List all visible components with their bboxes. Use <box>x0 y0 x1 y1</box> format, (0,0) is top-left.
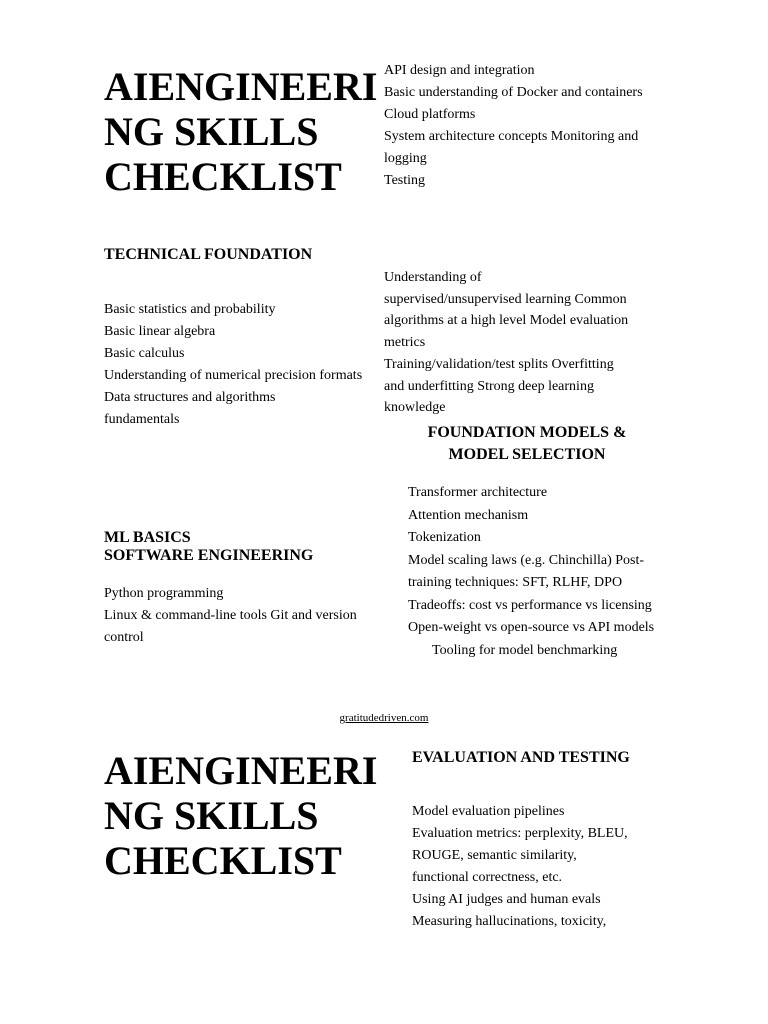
ml-understanding-list <box>384 267 654 419</box>
list-item: control <box>104 630 144 645</box>
list-item: knowledge <box>384 400 446 416</box>
list-item: Transformer architecture <box>408 485 548 500</box>
list-item: logging <box>384 151 427 166</box>
list-item: Understanding of numerical precision formats <box>104 368 363 383</box>
evaluation-heading: EVALUATION AND TESTING <box>412 749 630 766</box>
page2-title-text: AIENGINEERI NG SKILLS CHECKLIST <box>104 748 378 883</box>
page1-title-text: AIENGINEERI NG SKILLS CHECKLIST <box>104 64 378 199</box>
list-item: Attention mechanism <box>408 507 529 523</box>
list-item: Understanding of <box>384 270 482 285</box>
list-item: fundamentals <box>104 412 180 427</box>
list-item: Basic understanding of Docker and containers <box>384 85 643 100</box>
list-item: Basic statistics and probability <box>104 302 276 317</box>
list-item: Measuring hallucinations, toxicity, <box>412 914 607 929</box>
list-item: System architecture concepts Monitoring and <box>384 129 639 144</box>
evaluation-list <box>412 801 672 933</box>
list-item: Using AI judges and human evals <box>412 892 601 907</box>
list-item: Basic linear algebra <box>104 324 216 339</box>
list-item: algorithms at a high level Model evaluation <box>384 313 629 329</box>
right-top-list <box>384 60 664 192</box>
list-item: Cloud platforms <box>384 107 476 122</box>
list-item: Model scaling laws (e.g. Chinchilla) Post- <box>408 552 645 568</box>
list-item: Tooling for model benchmarking <box>432 642 618 658</box>
foundation-models-heading: FOUNDATION MODELS & MODEL SELECTION <box>427 424 627 463</box>
list-item: API design and integration <box>384 63 535 78</box>
technical-foundation-heading: TECHNICAL FOUNDATION <box>104 246 313 263</box>
list-item: Linux & command-line tools Git and version <box>104 608 357 623</box>
list-item: Evaluation metrics: perplexity, BLEU, <box>412 826 628 841</box>
list-item: Testing <box>384 173 426 188</box>
software-engineering-list <box>104 583 379 649</box>
list-item: and underfitting Strong deep learning <box>384 378 594 394</box>
list-item: Model evaluation pipelines <box>412 804 565 819</box>
list-item: Training/validation/test splits Overfitting <box>384 356 614 372</box>
foundation-models-list <box>408 482 668 662</box>
list-item: functional correctness, etc. <box>412 870 563 885</box>
list-item: Tradeoffs: cost vs performance vs licensing <box>408 597 652 613</box>
list-item: Python programming <box>104 586 224 601</box>
technical-foundation-list <box>104 299 379 431</box>
page2-title <box>104 748 394 883</box>
ml-basics-heading: ML BASICS <box>104 529 191 546</box>
list-item: Basic calculus <box>104 346 185 361</box>
list-item: metrics <box>384 335 426 351</box>
list-item: Open-weight vs open-source vs API models <box>408 620 655 635</box>
software-engineering-heading: SOFTWARE ENGINEERING <box>104 547 314 564</box>
footer-website-link[interactable]: gratitudedriven.com <box>339 712 429 724</box>
list-item: Data structures and algorithms <box>104 390 276 405</box>
list-item: ROUGE, semantic similarity, <box>412 848 577 863</box>
page1-title <box>104 64 384 199</box>
list-item: supervised/unsupervised learning Common <box>384 291 627 307</box>
list-item: Tokenization <box>408 530 481 545</box>
list-item: training techniques: SFT, RLHF, DPO <box>408 575 623 590</box>
